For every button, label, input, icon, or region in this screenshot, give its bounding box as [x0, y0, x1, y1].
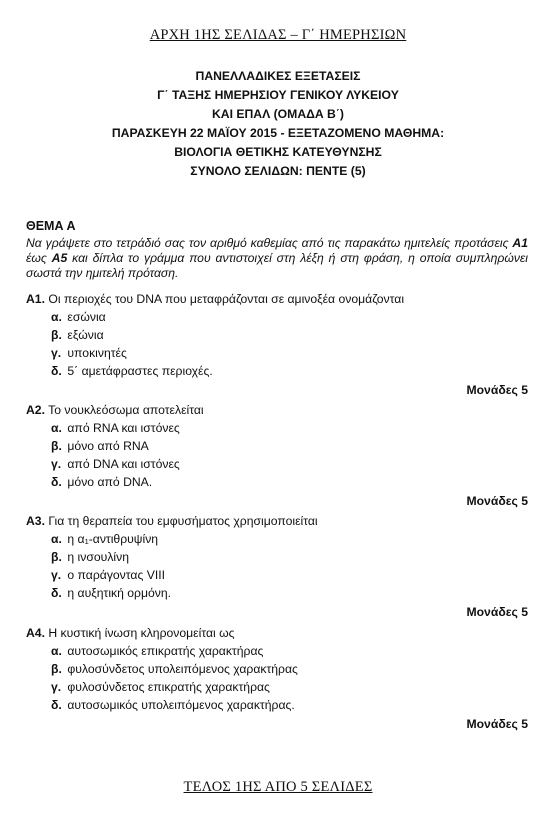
option [26, 566, 528, 584]
option-text: υποκινητές [67, 346, 127, 360]
title-line: ΠΑΡΑΣΚΕΥΗ 22 ΜΑΪΟΥ 2015 - ΕΞΕΤΑΖΟΜΕΝΟ ΜΑΘΗΜΑ: [111, 126, 445, 140]
option-letter: α. [51, 421, 62, 435]
option-letter: δ. [51, 364, 62, 378]
option-letter: β. [51, 550, 62, 564]
question-a4 [26, 624, 528, 733]
option-text: ο παράγοντας VIII [67, 568, 166, 582]
page-header: ΑΡΧΗ 1ΗΣ ΣΕΛΙΔΑΣ – Γ΄ ΗΜΕΡΗΣΙΩΝ [149, 27, 407, 43]
question-text: Το νουκλεόσωμα αποτελείται [48, 403, 204, 417]
option [26, 660, 528, 678]
title-line: ΒΙΟΛΟΓΙΑ ΘΕΤΙΚΗΣ ΚΑΤΕΥΘΥΝΣΗΣ [174, 145, 382, 159]
option-text: μόνο από DNA. [67, 475, 153, 489]
question-text: Οι περιοχές του DNA που μεταφράζονται σε αμινοξέα ονομάζονται [48, 292, 405, 306]
question-a2 [26, 401, 528, 510]
option [26, 530, 528, 548]
option [26, 455, 528, 473]
option-text: από RNA και ιστόνες [67, 421, 180, 435]
page-footer: ΤΕΛΟΣ 1ΗΣ ΑΠΟ 5 ΣΕΛΙΔΕΣ [183, 779, 373, 795]
title-line: ΠΑΝΕΛΛΑΔΙΚΕΣ ΕΞΕΤΑΣΕΙΣ [195, 69, 361, 83]
title-line: Γ΄ ΤΑΞΗΣ ΗΜΕΡΗΣΙΟΥ ΓΕΝΙΚΟΥ ΛΥΚΕΙΟΥ [157, 88, 399, 102]
question-number: Α2. [26, 403, 45, 417]
option-text: η ινσουλίνη [67, 550, 129, 564]
option-text: εσώνια [67, 310, 106, 324]
question-stem [26, 512, 528, 530]
option-letter: β. [51, 662, 62, 676]
question-a3 [26, 512, 528, 621]
option-letter: γ. [51, 680, 62, 694]
option-letter: δ. [51, 586, 62, 600]
option [26, 419, 528, 437]
option-letter: δ. [51, 475, 62, 489]
option-text: φυλοσύνδετος επικρατής χαρακτήρας [67, 680, 270, 694]
title-line: ΣΥΝΟΛΟ ΣΕΛΙΔΩΝ: ΠΕΝΤΕ (5) [190, 164, 366, 178]
question-stem [26, 401, 528, 419]
option [26, 344, 528, 362]
instructions [26, 236, 528, 282]
option [26, 548, 528, 566]
option [26, 326, 528, 344]
option-letter: α. [51, 532, 62, 546]
option-text: αυτοσωμικός υπολειπόμενος χαρακτήρας. [67, 698, 295, 712]
question-number: Α4. [26, 626, 45, 640]
option-letter: γ. [51, 457, 62, 471]
title-line: ΚΑΙ ΕΠΑΛ (ΟΜΑΔΑ Β΄) [212, 107, 344, 121]
marks-label: Μονάδες 5 [466, 717, 528, 731]
instructions-ref: Α5 [51, 251, 68, 266]
option-letter: β. [51, 328, 62, 342]
instructions-text: Να γράψετε στο τετράδιό σας τον αριθμό καθεμίας από τις παρακάτω ημιτελείς προτάσεις [26, 236, 513, 250]
option [26, 437, 528, 455]
question-stem [26, 290, 528, 308]
question-a1 [26, 290, 528, 399]
option-letter: α. [51, 644, 62, 658]
question-text: Για τη θεραπεία του εμφυσήματος χρησιμοποιείται [48, 514, 318, 528]
marks-label: Μονάδες 5 [466, 605, 528, 619]
option-letter: α. [51, 310, 62, 324]
option [26, 584, 528, 602]
instructions-text: και δίπλα το γράμμα που αντιστοιχεί στη λέξη ή στη φράση, η οποία συμπληρώνει σωστά την ημιτελή πρόταση. [26, 251, 528, 281]
option [26, 678, 528, 696]
option-letter: γ. [51, 346, 62, 360]
option-letter: γ. [51, 568, 62, 582]
option [26, 642, 528, 660]
marks-label: Μονάδες 5 [466, 494, 528, 508]
instructions-ref: Α1 [512, 236, 528, 250]
exam-title-block [0, 67, 556, 181]
option-text: εξώνια [67, 328, 104, 342]
option [26, 696, 528, 714]
option [26, 473, 528, 491]
option [26, 308, 528, 326]
option [26, 362, 528, 380]
option-text: η α₁-αντιθρυψίνη [67, 532, 159, 546]
marks-label: Μονάδες 5 [466, 383, 528, 397]
question-stem [26, 624, 528, 642]
option-text: από DNA και ιστόνες [67, 457, 180, 471]
instructions-text: έως [26, 251, 52, 266]
question-number: Α3. [26, 514, 45, 528]
option-letter: δ. [51, 698, 62, 712]
option-text: αυτοσωμικός επικρατής χαρακτήρας [67, 644, 264, 658]
option-text: φυλοσύνδετος υπολειπόμενος χαρακτήρας [67, 662, 298, 676]
option-text: μόνο από RNA [67, 439, 149, 453]
question-number: Α1. [26, 292, 45, 306]
option-letter: β. [51, 439, 62, 453]
question-text: Η κυστική ίνωση κληρονομείται ως [48, 626, 235, 640]
option-text: η αυξητική ορμόνη. [67, 586, 172, 600]
option-text: 5΄ αμετάφραστες περιοχές. [67, 364, 213, 378]
section-title: ΘΕΜΑ Α [26, 219, 76, 233]
